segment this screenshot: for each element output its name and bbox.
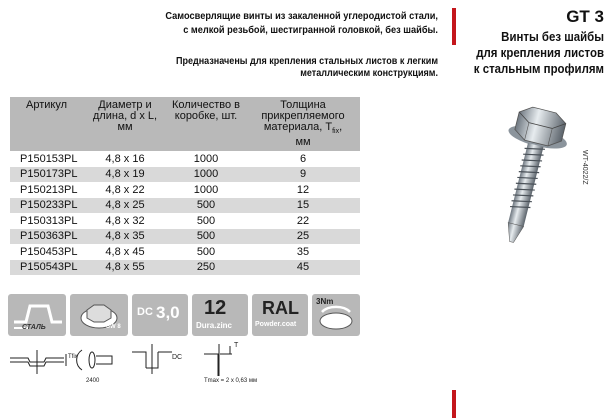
table-row — [10, 213, 360, 229]
steel-icon — [8, 294, 66, 336]
screw-image — [478, 96, 578, 256]
cell-thickness: 6 — [299, 152, 307, 165]
product-table — [10, 97, 360, 275]
dura-label: Dura.zinc — [196, 321, 233, 330]
cell-size: 4,8 x 22 — [105, 183, 145, 196]
tmax-label: Tmax = 2 x 0,63 мм — [204, 378, 258, 384]
rpm-label: 2400 — [86, 378, 100, 384]
sw-label: SW 8 — [106, 324, 121, 330]
table-row — [10, 229, 360, 245]
table-row — [10, 151, 360, 167]
ral-sub: Powder.coat — [255, 321, 297, 328]
accent-bar-top — [452, 8, 456, 45]
hex-head-icon — [70, 294, 128, 336]
product-purpose: Предназначены для крепления стальных листов к легким металлическим конструкциям. — [175, 55, 438, 79]
cell-thickness: 22 — [296, 214, 310, 227]
coating-icon — [192, 294, 248, 336]
cell-quantity: 500 — [166, 229, 246, 245]
header-thickness: Толщина прикрепляемого материала, $T_{fix}$, мм — [246, 97, 360, 151]
cell-thickness: 25 — [246, 229, 360, 245]
header-thickness-sub: fix — [332, 128, 340, 136]
cell-article: P150453PL — [20, 245, 78, 258]
cell-quantity: 500 — [196, 245, 216, 258]
cell-size: 4,8 x 55 — [84, 260, 166, 276]
header-thickness-unit: мм — [295, 136, 311, 149]
cell-article: P150313PL — [20, 214, 78, 227]
property-icons — [8, 294, 358, 338]
table-row — [10, 182, 360, 198]
cell-thickness: 12 — [296, 183, 310, 196]
header-size: Диаметр и длина, d x L, мм — [84, 97, 166, 151]
cell-quantity: 1000 — [193, 152, 219, 165]
cell-quantity: 250 — [166, 260, 246, 276]
dc-diagram-label: DC — [172, 354, 183, 361]
cell-size: 4,8 x 25 — [84, 198, 166, 214]
cell-quantity: 500 — [196, 214, 216, 227]
cell-size: 4,8 x 16 — [105, 152, 145, 165]
cell-article: P150173PL — [10, 167, 84, 183]
cell-article: P150213PL — [20, 183, 78, 196]
product-code: GT 3 — [566, 7, 604, 26]
table-row — [10, 260, 360, 276]
cell-size: 4,8 x 32 — [105, 214, 145, 227]
cell-thickness: 15 — [246, 198, 360, 214]
tfix-label: Tfix — [68, 354, 78, 360]
title-line-2: для крепления листов — [476, 45, 604, 60]
cell-thickness: 9 — [246, 167, 360, 183]
dc-label: DC — [137, 306, 153, 318]
torque-icon — [312, 294, 360, 336]
cell-size: 4,8 x 45 — [105, 245, 145, 258]
cell-article: P150543PL — [10, 260, 84, 276]
cell-size: 4,8 x 35 — [84, 229, 166, 245]
installation-diagrams — [8, 340, 308, 390]
table-row — [10, 198, 360, 214]
dura-number: 12 — [204, 297, 227, 319]
accent-bar-bottom — [452, 390, 456, 418]
torque-label: 3Nm — [316, 297, 334, 306]
title-line-1: Винты без шайбы — [501, 29, 604, 44]
product-description — [158, 9, 438, 37]
cell-article: P150153PL — [20, 152, 78, 165]
cell-quantity: 500 — [166, 198, 246, 214]
description-line-1: Самосверлящие винты из закаленной углеродистой стали, — [165, 10, 438, 22]
description-line-2: с мелкой резьбой, шестигранной головкой, без шайбы. — [183, 24, 438, 36]
product-title — [472, 29, 604, 77]
t-label: T — [234, 342, 239, 349]
header-quantity: Количество в коробке, шт. — [166, 97, 246, 151]
ral-icon — [252, 294, 308, 336]
cell-thickness: 35 — [296, 245, 310, 258]
cell-quantity: 1000 — [166, 167, 246, 183]
cell-article: P150233PL — [10, 198, 84, 214]
diagram-drawings — [8, 340, 308, 390]
header-thickness-label: Толщина прикрепляемого материала, T — [261, 99, 345, 133]
cell-article: P150363PL — [10, 229, 84, 245]
title-line-3: к стальным профилям — [473, 61, 604, 76]
ral-label: RAL — [262, 298, 299, 318]
side-code: WT-4022/Z — [581, 150, 588, 185]
steel-label: СТАЛЬ — [22, 324, 46, 331]
cell-thickness: 45 — [246, 260, 360, 276]
cell-quantity: 1000 — [193, 183, 219, 196]
header-article: Артикул — [10, 97, 84, 151]
table-row — [10, 167, 360, 183]
cell-size: 4,8 x 19 — [84, 167, 166, 183]
dc-value: 3,0 — [156, 303, 180, 322]
table-header-row — [10, 97, 360, 151]
drill-capacity-icon — [132, 294, 188, 336]
table-row — [10, 244, 360, 260]
